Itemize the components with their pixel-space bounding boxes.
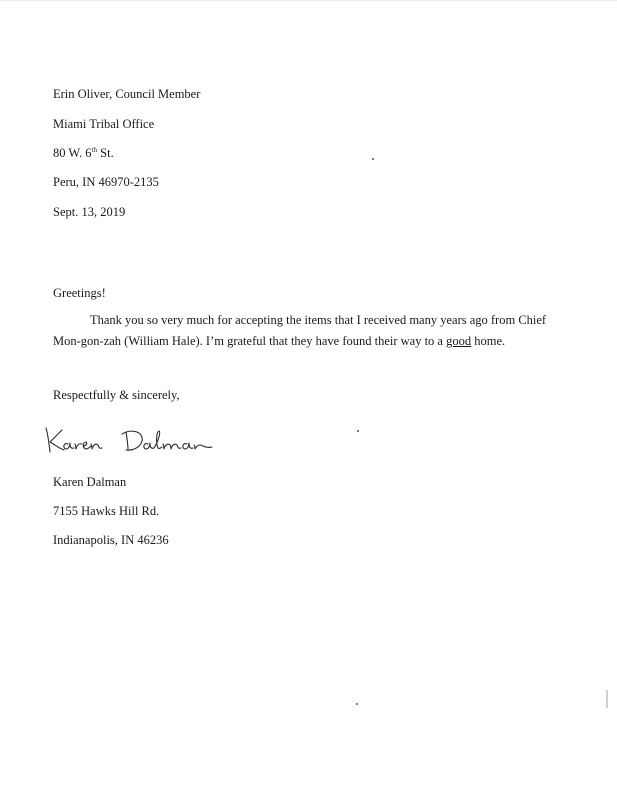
closing: Respectfully & sincerely, — [53, 388, 180, 402]
body-line-2-text: Mon-gon-zah (William Hale). I’m grateful that they have found their way to a — [53, 334, 447, 348]
body-line-2 — [53, 333, 505, 349]
recipient-street — [53, 145, 114, 161]
street-number: 80 W. 6 — [53, 146, 92, 160]
sender-street: 7155 Hawks Hill Rd. — [53, 504, 160, 518]
recipient-office: Miami Tribal Office — [53, 117, 155, 131]
greeting: Greetings! — [53, 286, 106, 300]
scan-edge-mark — [606, 690, 608, 708]
sender-city: Indianapolis, IN 46236 — [53, 533, 169, 547]
sender-name: Karen Dalman — [53, 475, 127, 489]
scan-speck — [372, 158, 374, 160]
street-suffix: St. — [97, 146, 114, 160]
scan-speck — [356, 703, 358, 705]
handwritten-signature — [40, 424, 215, 460]
letter-date: Sept. 13, 2019 — [53, 205, 126, 219]
recipient-name: Erin Oliver, Council Member — [53, 87, 201, 101]
recipient-city: Peru, IN 46970-2135 — [53, 175, 159, 189]
street-ordinal: th — [91, 146, 98, 154]
body-line-1: Thank you so very much for accepting the items that I received many years ago from Chief — [90, 313, 547, 327]
body-line-2-end: home. — [471, 334, 506, 348]
underlined-word: good — [446, 334, 472, 348]
scan-speck — [357, 430, 359, 432]
scan-edge-top — [0, 0, 617, 1]
